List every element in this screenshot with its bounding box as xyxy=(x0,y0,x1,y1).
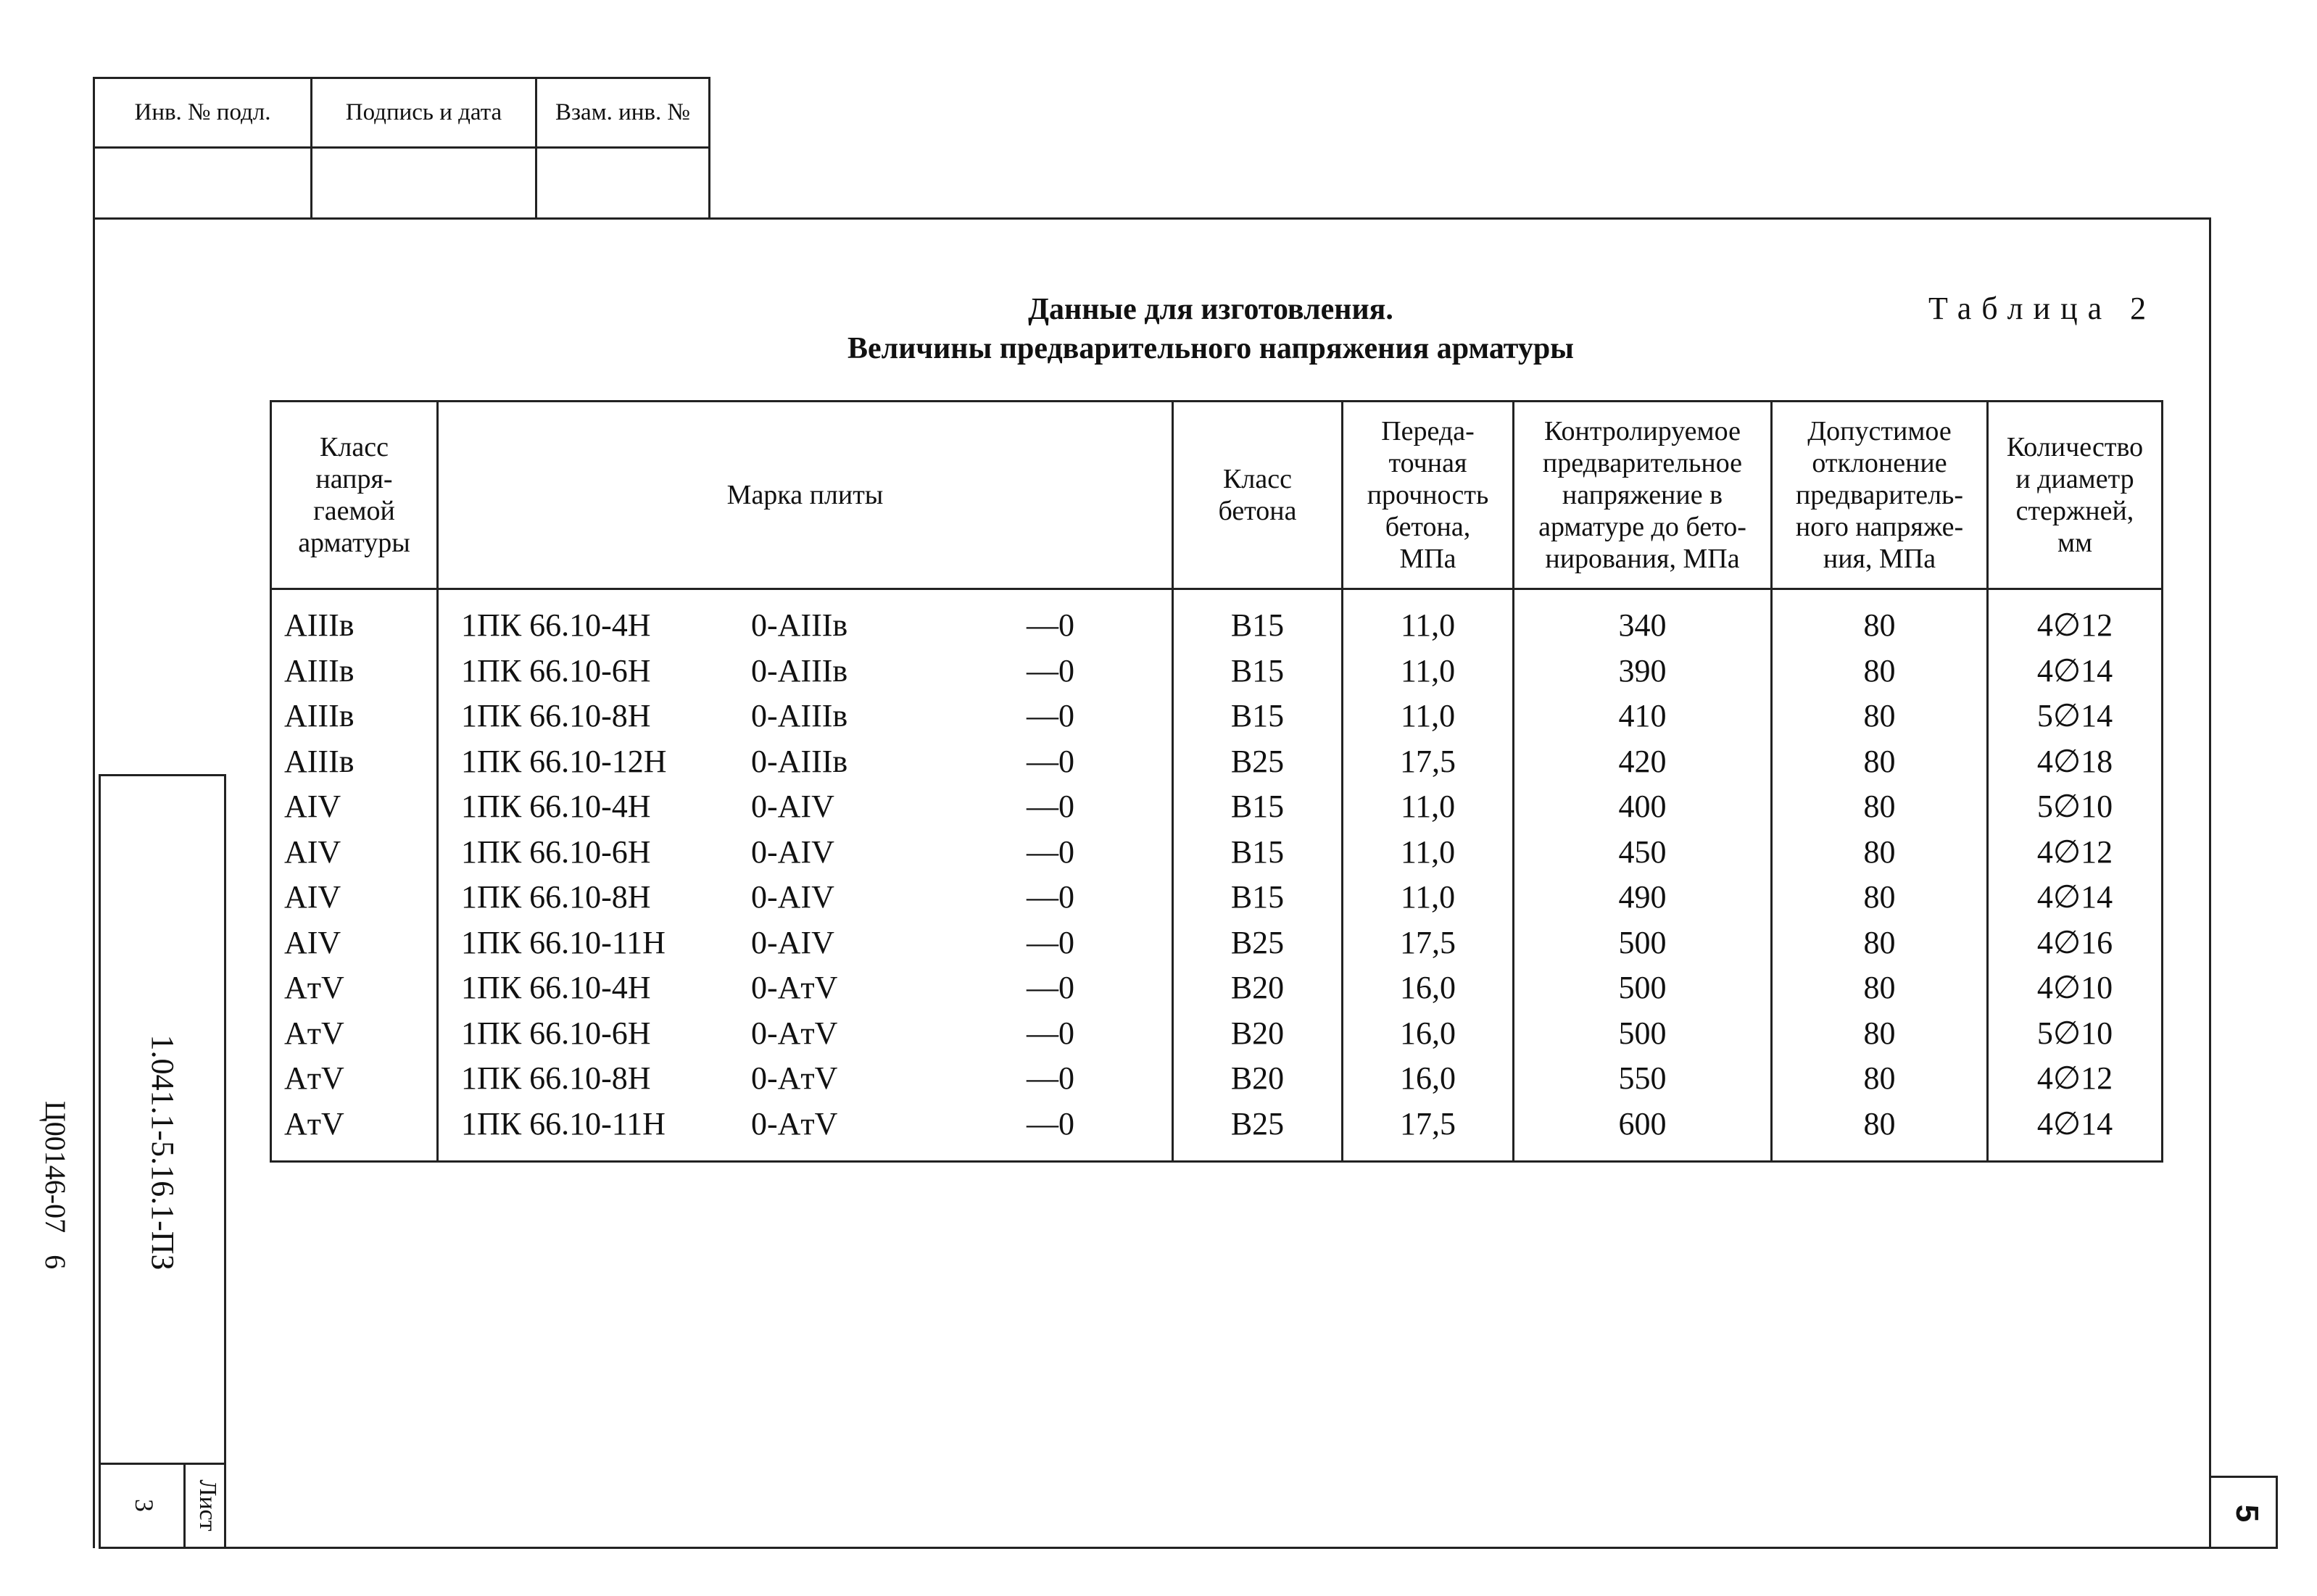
cell-marka: 1ПК 66.10-6Н xyxy=(461,1015,651,1051)
cell-sterzhni: 4∅10 xyxy=(2036,970,2113,1005)
cell-sterzhni: 5∅14 xyxy=(2036,698,2113,733)
vzam-inv-label: Взам. инв. № xyxy=(555,99,690,125)
cell-marka: 1ПК 66.10-8Н xyxy=(461,879,651,915)
cell-otklonenie: 80 xyxy=(1863,879,1896,915)
cell-napryazhenie: 600 xyxy=(1618,1105,1667,1142)
cell-suffix: —0 xyxy=(1027,698,1074,733)
cell-marka: 1ПК 66.10-4Н xyxy=(461,970,651,1005)
cell-napryazhenie: 500 xyxy=(1618,924,1667,960)
cell-klass: AIIIв xyxy=(284,607,355,643)
cell-armatura: 0-AIIIв xyxy=(751,652,848,689)
archive-page: 6 xyxy=(39,1255,72,1270)
cell-klass: AIV xyxy=(284,924,341,960)
cell-klass: AIV xyxy=(284,879,341,915)
cell-sterzhni: 5∅10 xyxy=(2036,1015,2113,1051)
cell-prochnost: 11,0 xyxy=(1400,607,1456,643)
cell-beton: B25 xyxy=(1230,924,1285,960)
cell-prochnost: 11,0 xyxy=(1400,834,1456,870)
cell-armatura: 0-AIV xyxy=(751,879,834,915)
cell-otklonenie: 80 xyxy=(1863,970,1896,1005)
header-klass: Класс напря- гаемой арматуры xyxy=(298,432,410,558)
cell-klass: AтV xyxy=(284,1060,344,1096)
cell-klass: AIV xyxy=(284,789,341,824)
cell-sterzhni: 4∅12 xyxy=(2036,1060,2113,1096)
header-beton: Класс бетона xyxy=(1218,464,1297,526)
cell-klass: AтV xyxy=(284,1105,344,1142)
cell-napryazhenie: 450 xyxy=(1618,834,1667,870)
cell-marka: 1ПК 66.10-4Н xyxy=(461,607,651,643)
cell-napryazhenie: 410 xyxy=(1618,698,1667,733)
cell-beton: B20 xyxy=(1230,970,1285,1005)
header-sterzhni: Количество и диаметр стержней, мм xyxy=(2006,432,2144,558)
cell-sterzhni: 5∅10 xyxy=(2036,789,2113,824)
cell-armatura: 0-AтV xyxy=(751,1105,838,1142)
cell-beton: B15 xyxy=(1230,834,1285,870)
inv-no-label: Инв. № подл. xyxy=(134,99,271,125)
document-code: 1.041.1-5.16.1-ПЗ xyxy=(145,1034,181,1271)
cell-prochnost: 11,0 xyxy=(1400,879,1456,915)
cell-suffix: —0 xyxy=(1027,834,1074,870)
sheet-label: Лист xyxy=(194,1479,221,1531)
cell-klass: AIIIв xyxy=(284,652,355,689)
cell-marka: 1ПК 66.10-11Н xyxy=(461,1105,666,1142)
cell-prochnost: 16,0 xyxy=(1400,970,1456,1005)
cell-klass: AтV xyxy=(284,1015,344,1051)
cell-armatura: 0-AтV xyxy=(751,1015,838,1051)
archive-code-block xyxy=(29,1040,72,1330)
page-title xyxy=(725,290,1696,368)
cell-otklonenie: 80 xyxy=(1863,698,1896,733)
cell-prochnost: 11,0 xyxy=(1400,789,1456,824)
cell-napryazhenie: 340 xyxy=(1618,607,1667,643)
cell-sterzhni: 4∅12 xyxy=(2036,607,2113,643)
cell-otklonenie: 80 xyxy=(1863,652,1896,689)
cell-otklonenie: 80 xyxy=(1863,924,1896,960)
cell-klass: AIIIв xyxy=(284,698,355,733)
title-line-1: Данные для изготовления. xyxy=(1028,293,1393,326)
cell-prochnost: 16,0 xyxy=(1400,1015,1456,1051)
sheet-number: 3 xyxy=(130,1499,159,1512)
cell-prochnost: 11,0 xyxy=(1400,698,1456,733)
cell-napryazhenie: 500 xyxy=(1618,1015,1667,1051)
cell-beton: B15 xyxy=(1230,607,1285,643)
cell-napryazhenie: 550 xyxy=(1618,1060,1667,1096)
cell-napryazhenie: 390 xyxy=(1618,652,1667,689)
cell-suffix: —0 xyxy=(1027,607,1074,643)
cell-suffix: —0 xyxy=(1027,1105,1074,1142)
cell-sterzhni: 4∅12 xyxy=(2036,834,2113,870)
header-otklonenie: Допустимое отклонение предваритель- ного напряже- ния, МПа xyxy=(1795,416,1964,574)
cell-armatura: 0-AIIIв xyxy=(751,607,848,643)
cell-prochnost: 17,5 xyxy=(1400,924,1456,960)
cell-sterzhni: 4∅18 xyxy=(2036,743,2113,779)
cell-napryazhenie: 490 xyxy=(1618,879,1667,915)
cell-marka: 1ПК 66.10-4Н xyxy=(461,789,651,824)
cell-sterzhni: 4∅14 xyxy=(2036,879,2113,915)
cell-marka: 1ПК 66.10-8Н xyxy=(461,1060,651,1096)
cell-prochnost: 11,0 xyxy=(1400,652,1456,689)
cell-suffix: —0 xyxy=(1027,652,1074,689)
table-number: Таблица 2 xyxy=(1928,291,2157,326)
cell-sterzhni: 4∅16 xyxy=(2036,924,2113,960)
cell-beton: B15 xyxy=(1230,652,1285,689)
cell-armatura: 0-AтV xyxy=(751,970,838,1005)
cell-prochnost: 16,0 xyxy=(1400,1060,1456,1096)
cell-klass: AIIIв xyxy=(284,743,355,779)
cell-beton: B15 xyxy=(1230,879,1285,915)
cell-marka: 1ПК 66.10-11Н xyxy=(461,924,666,960)
cell-armatura: 0-AтV xyxy=(751,1060,838,1096)
header-prochnost: Переда- точная прочность бетона, МПа xyxy=(1367,416,1489,574)
cell-otklonenie: 80 xyxy=(1863,607,1896,643)
cell-suffix: —0 xyxy=(1027,970,1074,1005)
cell-beton: B15 xyxy=(1230,789,1285,824)
cell-suffix: —0 xyxy=(1027,1060,1074,1096)
cell-sterzhni: 4∅14 xyxy=(2036,1105,2113,1142)
cell-otklonenie: 80 xyxy=(1863,834,1896,870)
cell-napryazhenie: 500 xyxy=(1618,970,1667,1005)
page-number: 5 xyxy=(2229,1504,2265,1523)
cell-marka: 1ПК 66.10-12Н xyxy=(461,743,667,779)
cell-otklonenie: 80 xyxy=(1863,743,1896,779)
cell-armatura: 0-AIV xyxy=(751,789,834,824)
archive-code: Ц00146-07 xyxy=(39,1100,72,1234)
cell-otklonenie: 80 xyxy=(1863,1060,1896,1096)
cell-otklonenie: 80 xyxy=(1863,789,1896,824)
cell-otklonenie: 80 xyxy=(1863,1015,1896,1051)
cell-prochnost: 17,5 xyxy=(1400,1105,1456,1142)
cell-suffix: —0 xyxy=(1027,743,1074,779)
cell-sterzhni: 4∅14 xyxy=(2036,652,2113,689)
cell-beton: B20 xyxy=(1230,1015,1285,1051)
cell-otklonenie: 80 xyxy=(1863,1105,1896,1142)
cell-suffix: —0 xyxy=(1027,789,1074,824)
sign-date-label: Подпись и дата xyxy=(345,99,502,125)
cell-beton: B15 xyxy=(1230,698,1285,733)
cell-napryazhenie: 400 xyxy=(1618,789,1667,824)
cell-armatura: 0-AIIIв xyxy=(751,743,848,779)
cell-marka: 1ПК 66.10-8Н xyxy=(461,698,651,733)
header-marka: Марка плиты xyxy=(726,480,884,510)
cell-armatura: 0-AIV xyxy=(751,834,834,870)
header-napryazhenie: Контролируемое предварительное напряжение в арматуре до бето- нирования, МПа xyxy=(1538,416,1746,574)
title-line-2: Величины предварительного напряжения арматуры xyxy=(847,332,1574,365)
cell-suffix: —0 xyxy=(1027,924,1074,960)
cell-napryazhenie: 420 xyxy=(1618,743,1667,779)
cell-marka: 1ПК 66.10-6Н xyxy=(461,652,651,689)
cell-klass: AIV xyxy=(284,834,341,870)
cell-marka: 1ПК 66.10-6Н xyxy=(461,834,651,870)
cell-beton: B25 xyxy=(1230,1105,1285,1142)
cell-prochnost: 17,5 xyxy=(1400,743,1456,779)
cell-suffix: —0 xyxy=(1027,879,1074,915)
cell-klass: AтV xyxy=(284,970,344,1005)
cell-suffix: —0 xyxy=(1027,1015,1074,1051)
cell-beton: B20 xyxy=(1230,1060,1285,1096)
cell-beton: B25 xyxy=(1230,743,1285,779)
cell-armatura: 0-AIV xyxy=(751,924,834,960)
cell-armatura: 0-AIIIв xyxy=(751,698,848,733)
